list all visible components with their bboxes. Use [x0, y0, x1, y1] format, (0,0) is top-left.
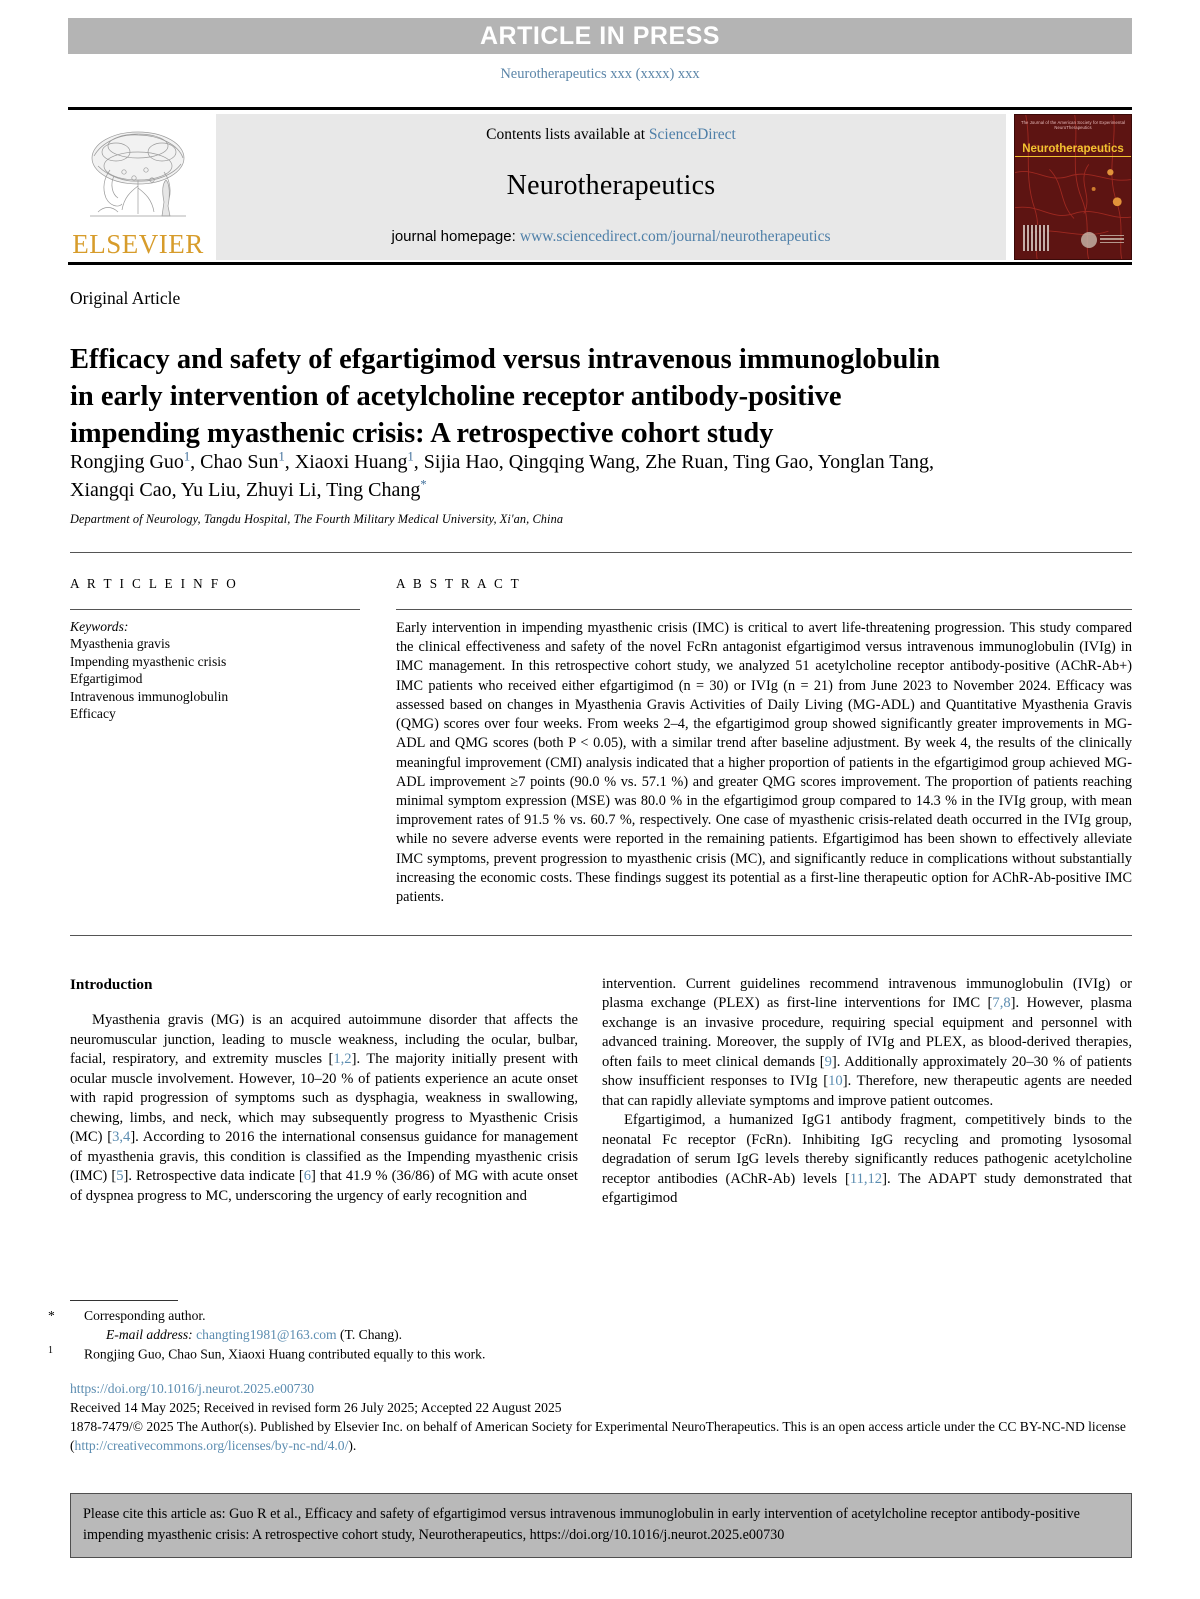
citation-ref[interactable]: 3,4: [112, 1129, 131, 1146]
article-type-label: Original Article: [70, 288, 181, 308]
introduction-paragraph: [602, 1111, 1132, 1208]
footnote-mark-asterisk: *: [48, 1308, 55, 1323]
author-name: Sijia Hao: [423, 451, 499, 473]
abstract-bottom-rule: [70, 935, 1132, 936]
cite-this-article-text: Please cite this article as: Guo R et al., Efficacy and safety of efgartigimod versus intravenous immunoglobulin in early intervention of acetylcholine receptor antibody-positive impending myasthenic crisis: A retrospective cohort study, Neurotherapeutics, https://doi.org/10.1016/j.neurot.2025.e00730: [83, 1506, 1080, 1543]
contents-line: [486, 126, 736, 144]
intro-text-e: ] that 41.9 % (36/86) of MG with acute onset of dyspnea progress to MC, underscoring the urgency of early recognition and: [70, 1168, 578, 1204]
intro-text-b: ]. The majority initially present with ocular muscle involvement. However, 10–20 % of patients experience an acute onset with rapid progression of symptoms such as dysphagia, weakness in swallowing, chewing, limbs, and neck, which may subsequently progress to Myasthenic Crisis (MC) [: [70, 1051, 578, 1146]
article-info-rule: [70, 609, 360, 610]
intro-right-text-e: Efgartigimod, a humanized IgG1 antibody fragment, competitively binds to the neonatal Fc receptor (FcRn). Inhibiting IgG recycling and promoting lysosomal degradation of serum IgG levels thereby significantly reduces pathogenic acetylcholine receptor antibodies (AChR-Ab) levels [: [602, 1112, 1132, 1187]
intro-text-a: Myasthenia gravis (MG) is an acquired autoimmune disorder that affects the neuromuscular junction, leading to muscle weakness, including the ocular, bulbar, facial, respiratory, and extremity muscles [: [70, 1012, 578, 1068]
abstract-heading: A B S T R A C T: [396, 576, 522, 591]
masthead-bottom-rule: [68, 262, 1132, 265]
email-owner: (T. Chang).: [340, 1327, 403, 1343]
copyright-text-a: 1878-7479/© 2025 The Author(s). Published by Elsevier Inc. on behalf of American Society for Experimental NeuroTherapeutics. This is an open access article under the CC BY-NC-ND license (: [70, 1419, 1126, 1454]
footnote-email: [70, 1325, 610, 1344]
article-info-column: [70, 576, 360, 722]
author-name: Zhuyi Li: [245, 479, 317, 502]
author-name: Xiangqi Cao: [70, 479, 172, 502]
intro-right-text-f: ]. The ADAPT study demonstrated that efgartigimod: [602, 1170, 1132, 1207]
author-affiliation-mark: 1: [183, 449, 191, 464]
citation-ref[interactable]: 10: [828, 1073, 843, 1090]
author-name: Chao Sun: [200, 451, 279, 473]
abstract-body: [396, 619, 1132, 907]
corresponding-author-mark: *: [420, 477, 427, 492]
footnote-mark-one: 1: [48, 1345, 53, 1357]
keywords-list: [70, 618, 360, 722]
footnote-corresponding-author: [48, 1306, 610, 1325]
cite-this-article-box: [70, 1493, 1132, 1558]
journal-cover-thumbnail: [1014, 114, 1132, 260]
journal-homepage-line: [391, 228, 830, 246]
homepage-prefix: journal homepage:: [391, 228, 520, 245]
introduction-paragraph: [70, 1011, 578, 1206]
footnote-equal-contribution: [48, 1344, 610, 1364]
elsevier-logo: [68, 114, 208, 260]
keyword-item: Intravenous immunoglobulin: [70, 688, 229, 704]
page-title: Efficacy and safety of efgartigimod versus intravenous immunoglobulin in early intervention of acetylcholine receptor antibody-positive impending myasthenic crisis: A retrospective cohort study: [70, 344, 941, 450]
abstract-rule: [396, 609, 1132, 610]
footnote-divider: [70, 1300, 178, 1301]
journal-name: Neurotherapeutics: [506, 170, 716, 201]
author-affiliation-mark: 1: [407, 449, 414, 464]
email-label: E-mail address:: [106, 1327, 193, 1343]
citation-ref[interactable]: 9: [824, 1053, 832, 1070]
cover-society-badge-icon: [1081, 231, 1125, 249]
intro-right-text-c: ]. Additionally approximately 20–30 % of patients show insufficient responses to IVIg [: [602, 1053, 1132, 1090]
introduction-left-column: [70, 975, 578, 1206]
cover-journal-title: Neurotherapeutics: [1015, 143, 1131, 157]
author-name: Ting Gao: [733, 451, 809, 473]
contents-prefix: Contents lists available at: [486, 126, 649, 143]
article-info-heading: A R T I C L E I N F O: [70, 576, 239, 591]
elsevier-wordmark: ELSEVIER: [72, 229, 204, 259]
footnotes: [48, 1306, 610, 1364]
citation-ref[interactable]: 1,2: [333, 1051, 352, 1068]
journal-homepage-link[interactable]: www.sciencedirect.com/journal/neurotherapeutics: [519, 228, 831, 245]
abstract-text: Early intervention in impending myasthenic crisis (IMC) is critical to avert life-threatening progression. This study compared the clinical effectiveness and safety of the novel FcRn antagonist efgartigimod versus intravenous immunoglobulin (IVIg) in IMC management. In this retrospective cohort study, we analyzed 51 acetylcholine receptor antibody-positive (AChR-Ab+) IMC patients who received either efgartigimod (n = 30) or IVIg (n = 21) from June 2023 to November 2024. Efficacy was assessed based on changes in Myasthenia Gravis Activities of Daily Living (MG-ADL) and Quantitative Myasthenia Gravis (QMG) scores over four weeks. From weeks 2–4, the efgartigimod group showed significantly greater improvements in MG-ADL and QMG scores (both P < 0.05), with a similar trend after baseline adjustment. By week 4, the results of the clinically meaningful improvement (CMI) analysis indicated that a higher proportion of patients in the efgartigimod group achieved MG-ADL improvement ≥7 points (90.0 % vs. 57.1 %) and greater QMG scores improvement. The proportion of patients reaching minimal symptom expression (MSE) was 80.0 % in the efgartigimod group compared to 14.3 % in the IVIg group, with mean improvement rates of 91.5 % vs. 60.7 %, respectively. One case of myasthenic crisis-related death occurred in the IVIg group, while no severe adverse events were reported in the remaining patients. Efgartigimod has been shown to effectively alleviate IMC symptoms, prevent progression to myasthenic crisis (MC), and significantly reduce in complications without substantially increasing the economic costs. These findings suggest its potential as a first-line therapeutic option for AChR-Ab-positive IMC patients.: [396, 620, 1132, 906]
introduction-paragraph: [602, 975, 1132, 1111]
elsevier-tree-icon: [80, 126, 196, 230]
copyright-text-b: ).: [348, 1438, 357, 1454]
keyword-item: Myasthenia gravis: [70, 636, 171, 652]
cover-society-line: The Journal of the American Society for Experimental NeuroTherapeutics: [1020, 120, 1126, 130]
citation-ref[interactable]: 7,8: [992, 995, 1011, 1012]
keywords-label: Keywords:: [70, 619, 129, 634]
intro-right-text-b: ]. However, plasma exchange is an invasive procedure, requiring special equipment and personnel with advanced training. Moreover, the supply of IVIg and PLEX, as blood-derived therapies, often fails to meet clinical demands [: [602, 995, 1132, 1070]
running-head: Neurotherapeutics xxx (xxxx) xxx: [500, 66, 700, 82]
article-in-press-banner: [68, 18, 1132, 54]
intro-text-c: ]. According to 2016 the international consensus guidance for management of myasthenia gravis, this condition is classified as the Impending myasthenic crisis (IMC) [: [70, 1129, 578, 1185]
sciencedirect-link[interactable]: ScienceDirect: [648, 126, 736, 143]
affiliation: Department of Neurology, Tangdu Hospital, The Fourth Military Medical University, Xi'an, China: [70, 512, 564, 526]
author-name: Yonglan Tang: [817, 451, 929, 473]
section-heading-introduction: Introduction: [70, 976, 153, 993]
author-name: Xiaoxi Huang: [294, 451, 408, 473]
introduction-right-column: [602, 975, 1132, 1209]
doi-line: [70, 1379, 1132, 1398]
author-name: Yu Liu: [180, 479, 236, 502]
received-dates: Received 14 May 2025; Received in revised form 26 July 2025; Accepted 22 August 2025: [70, 1400, 562, 1416]
masthead-center-panel: [216, 114, 1006, 260]
intro-right-text-d: ]. Therefore, new therapeutic agents are needed that can rapidly alleviate symptoms and improve patient outcomes.: [602, 1073, 1132, 1109]
head-divider: [70, 552, 1132, 553]
citation-ref[interactable]: 5: [116, 1168, 124, 1185]
doi-link[interactable]: https://doi.org/10.1016/j.neurot.2025.e00730: [70, 1381, 315, 1396]
cover-qr-code-icon: [1023, 225, 1049, 251]
publication-info: [70, 1379, 1132, 1455]
keyword-item: Efficacy: [70, 705, 116, 721]
license-link[interactable]: http://creativecommons.org/licenses/by-nc-nd/4.0/: [74, 1438, 349, 1454]
author-name: Ting Chang: [326, 479, 421, 502]
author-name: Rongjing Guo: [70, 451, 184, 473]
footnote-equal-text: Rongjing Guo, Chao Sun, Xiaoxi Huang contributed equally to this work.: [84, 1346, 486, 1362]
intro-right-text-a: intervention. Current guidelines recommend intravenous immunoglobulin (IVIg) or plasma exchange (PLEX) as first-line interventions for IMC [: [602, 976, 1132, 1012]
keyword-item: Impending myasthenic crisis: [70, 653, 227, 669]
article-in-press-label: ARTICLE IN PRESS: [480, 21, 720, 50]
author-name: Zhe Ruan: [645, 451, 724, 473]
footnote-corresponding-text: Corresponding author.: [84, 1308, 206, 1323]
email-link[interactable]: changting1981@163.com: [196, 1327, 337, 1343]
keyword-item: Efgartigimod: [70, 671, 143, 687]
copyright-line: [70, 1417, 1132, 1455]
citation-ref[interactable]: 11,12: [849, 1170, 883, 1187]
author-affiliation-mark: 1: [278, 449, 285, 464]
citation-ref[interactable]: 6: [303, 1168, 312, 1185]
author-list: Rongjing Guo$^1$, Chao Sun$^1$, Xiaoxi Huang$^1$, Sijia Hao, Qingqing Wang, Zhe Ruan, Ting Gao, Yonglan Tang, Xiangqi Cao, Yu Liu, Zhuyi Li, Ting Chang*: [70, 449, 934, 502]
intro-text-d: ]. Retrospective data indicate [: [123, 1168, 304, 1185]
abstract-column: [396, 576, 1132, 907]
author-name: Qingqing Wang: [508, 451, 636, 473]
journal-masthead: [68, 107, 1132, 259]
